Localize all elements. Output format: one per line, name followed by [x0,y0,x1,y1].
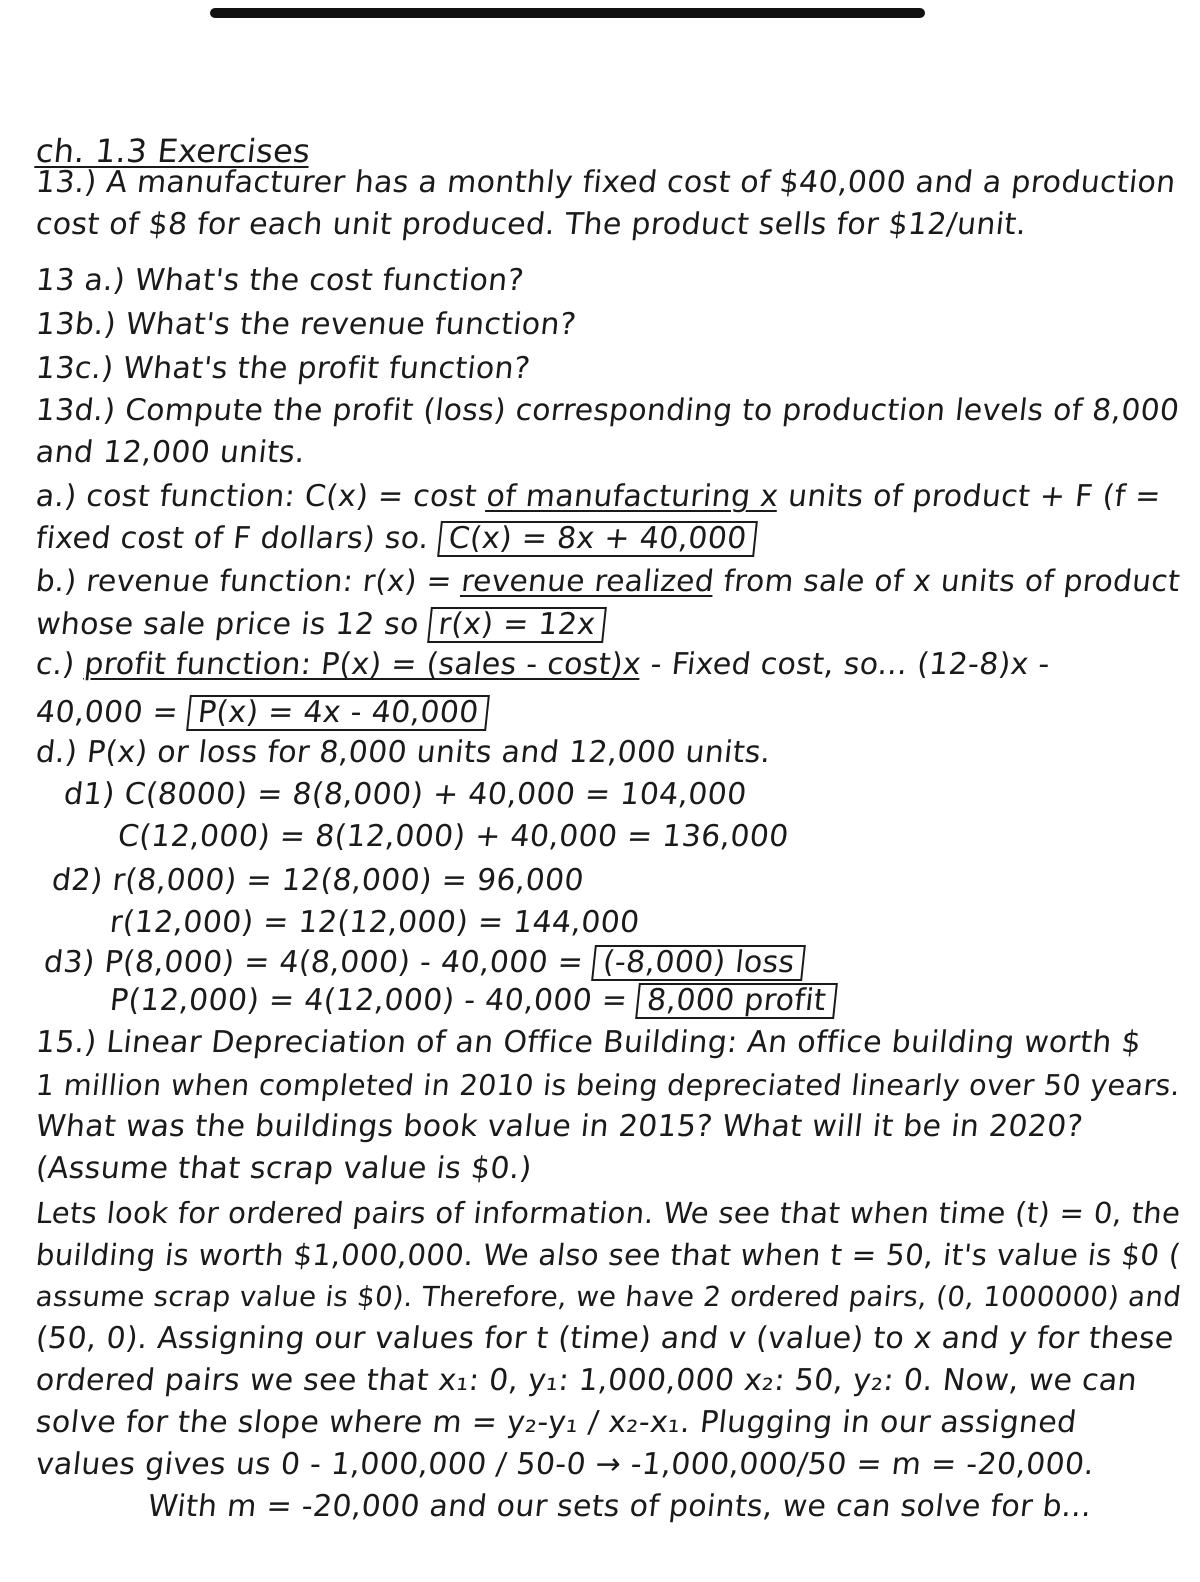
cost-function-box: C(x) = 8x + 40,000 [437,521,759,557]
revenue-function-box: r(x) = 12x [427,607,607,643]
problem13-line1: 13.) A manufacturer has a monthly fixed cost of $40,000 and a production [34,165,1178,200]
solution15-line6: solve for the slope where m = y₂-y₁ / x₂-x₁. Plugging in our assigned [34,1405,1079,1440]
answer-b-line1 [34,562,1182,600]
answer-b-text: b.) revenue function: r(x) = [34,563,464,598]
solution15-line8: With m = -20,000 and our sets of points, we can solve for b... [146,1489,1094,1524]
answer-a-line2 [34,520,758,558]
question-13a: 13 a.) What's the cost function? [34,263,526,298]
top-border-bar [210,8,925,18]
answer-c-line1 [34,646,1052,684]
answer-c-text2: 40,000 = [34,695,190,730]
answer-d2-line1: d2) r(8,000) = 12(8,000) = 96,000 [50,863,586,898]
answer-a-underlined: of manufacturing x [484,479,781,514]
problem15-line4: (Assume that scrap value is $0.) [34,1151,534,1186]
answer-d3-line2 [108,982,838,1020]
answer-d1-line1: d1) C(8000) = 8(8,000) + 40,000 = 104,000 [62,777,749,812]
answer-a-suffix: units of product + F (f = [776,479,1163,514]
answer-c-underlined: profit function: P(x) = (sales - cost)x [82,647,643,682]
answer-a-text2: fixed cost of F dollars) so. [34,521,441,556]
answer-d-header: d.) P(x) or loss for 8,000 units and 12,000 units. [34,735,773,770]
question-13d-line2: and 12,000 units. [34,435,307,470]
answer-a-text: a.) cost function: C(x) = cost [34,479,489,514]
answer-d3-text: d3) P(8,000) = 4(8,000) - 40,000 = [42,945,595,980]
page-title: ch. 1.3 Exercises [34,132,313,170]
question-13c: 13c.) What's the profit function? [34,351,532,386]
problem15-line3: What was the buildings book value in 2015? What will it be in 2020? [34,1109,1085,1144]
solution15-line7: values gives us 0 - 1,000,000 / 50-0 → -1,000,000/50 = m = -20,000. [34,1447,1096,1482]
solution15-line1: Lets look for ordered pairs of information. We see that when time (t) = 0, the [34,1196,1183,1230]
answer-d3-text2: P(12,000) = 4(12,000) - 40,000 = [108,983,640,1018]
answer-b-underlined: revenue realized [459,563,716,598]
answer-c-text: c.) [34,647,87,682]
profit-box: 8,000 profit [635,983,838,1019]
solution15-line4: (50, 0). Assigning our values for t (time) and v (value) to x and y for these [34,1321,1176,1356]
loss-box: (-8,000) loss [591,945,806,981]
problem15-line2: 1 million when completed in 2010 is being depreciated linearly over 50 years. [34,1068,1183,1102]
solution15-line3: assume scrap value is $0). Therefore, we have 2 ordered pairs, (0, 1000000) and [34,1280,1183,1313]
answer-d1-line2: C(12,000) = 8(12,000) + 40,000 = 136,000 [116,819,791,854]
answer-d2-line2: r(12,000) = 12(12,000) = 144,000 [108,905,642,940]
problem15-line1: 15.) Linear Depreciation of an Office Building: An office building worth $ [34,1025,1143,1060]
solution15-line2: building is worth $1,000,000. We also see that when t = 50, it's value is $0 ( [34,1238,1183,1272]
problem13-line2: cost of $8 for each unit produced. The product sells for $12/unit. [34,207,1029,242]
answer-c-suffix: - Fixed cost, so... (12-8)x - [639,647,1052,682]
question-13b: 13b.) What's the revenue function? [34,307,578,342]
answer-c-line2 [34,694,490,732]
answer-a-line1 [34,478,1163,516]
answer-b-line2 [34,606,607,644]
solution15-line5: ordered pairs we see that x₁: 0, y₁: 1,000,000 x₂: 50, y₂: 0. Now, we can [34,1363,1139,1398]
profit-function-box: P(x) = 4x - 40,000 [186,695,490,731]
answer-b-text2: whose sale price is 12 so [34,607,431,642]
question-13d-line1: 13d.) Compute the profit (loss) corresponding to production levels of 8,000 [34,393,1181,428]
answer-b-suffix: from sale of x units of product [712,563,1182,598]
answer-d3-line1 [42,944,806,982]
